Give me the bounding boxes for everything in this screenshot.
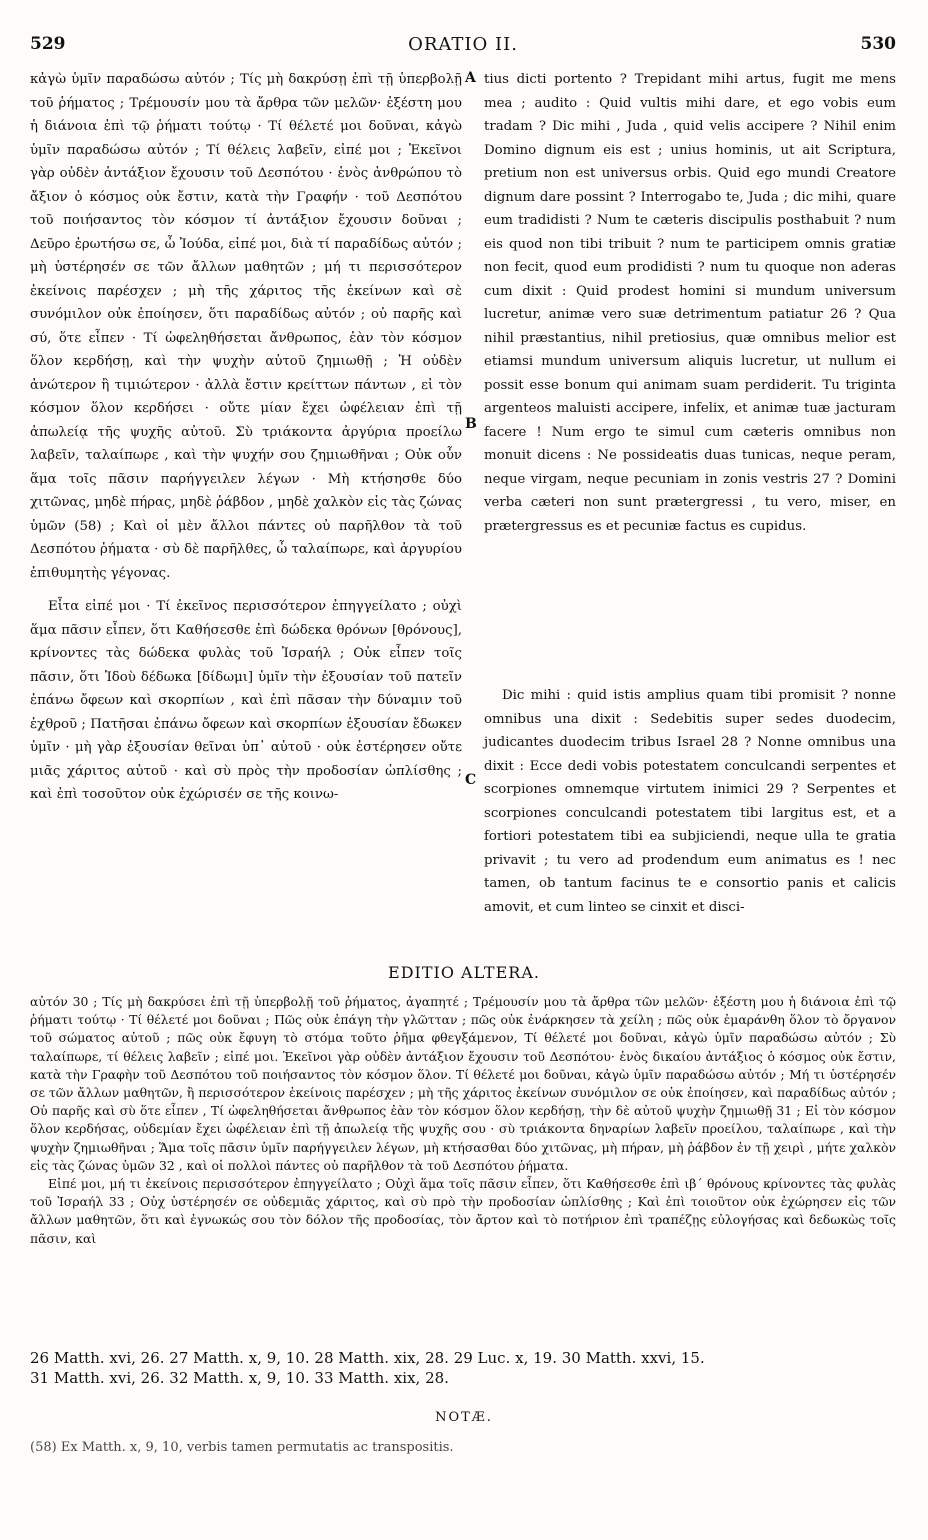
editio-paragraph-2: Εἰπέ μοι, μή τι ἐκείνοις περισσότερον ἐπηγγείλατο ; Οὐχὶ ἅμα τοῖς πᾶσιν εἶπεν, ὅτι Καθήσεσθε ἐπὶ ιβ΄ θρόνους κρίνοντες τὰς φυλὰς τοῦ Ἰσραήλ 33 ; Οὐχ ὑστέρησέν σε οὐδεμιᾶς χάριτος, καὶ σὺ πρὸ τὴν προδοσίαν ὡπλίσθης ; Καὶ ἐπὶ τοιοῦτον οὐκ ἐχώρησεν εἰς τῶν ἄλλων μαθητῶν, ὅτι καὶ ἐγνωκώς σου τὸν δόλον τῆς προδοσίας, τὸν ἄρτον καὶ τὸ ποτήριον ἐπὶ τραπέζῃς εὐλογήσας καὶ δεδωκὼς τοῖς πᾶσιν, καὶ (30, 1176, 896, 1246)
editio-title: EDITIO ALTERA. (388, 963, 540, 982)
greek-column (30, 68, 462, 807)
left-page-number: 529 (30, 34, 66, 54)
notae-text: (58) Ex Matth. x, 9, 10, verbis tamen permutatis ac transpositis. (30, 1440, 454, 1455)
footnote-line-1: 26 Matth. xvi, 26. 27 Matth. x, 9, 10. 28 Matth. xix, 28. 29 Luc. x, 19. 30 Matth. xxvi, 15. (30, 1349, 705, 1367)
running-title: ORATIO II. (408, 34, 518, 55)
latin-paragraph-1: tius dicti portento ? Trepidant mihi artus, fugit me mens mea ; audito : Quid vultis mihi dare, et ego vobis eum tradam ? Dic mihi , Juda , quid velis accipere ? Nihil enim Domino dignum eis est ; unius hominis, ut ait Scriptura, pretium non est universus orbis. Quid ego mundi Creatore dignum dare possint ? Interrogabo te, Juda ; dic mihi, quare eum tradidisti ? Num te cæteris discipulis posthabuit ? num eis quod non tibi tribuit ? num te participem omnis gratiæ non fecit, quod eum prodidisti ? num tu quoque non aderas cum dixit : Quid prodest homini si mundum universum lucretur, animæ vero suæ detrimentum patiatur 26 ? Qua nihil præstantius, nihil pretiosius, quæ omnibus melior est etiamsi mundum universum aliquis lucretur, ut nullum ei possit esse bonum qui animam suam perdiderit. Tu triginta argenteos maluisti accipere, infelix, et animæ tuæ jacturam facere ! Num ergo te simul cum cæteris omnibus non monuit dicens : Ne possideatis duas tunicas, neque peram, neque virgam, neque pecuniam in zonis vestris 27 ? Domini verba cæteri non sunt prætergressi , tu vero, miser, en prætergressus es et pecuniæ factus es cupidus. (484, 72, 896, 534)
margin-letter-a: A (465, 70, 476, 86)
margin-letter-c: C (465, 772, 477, 788)
footnote-line-2: 31 Matth. xvi, 26. 32 Matth. x, 9, 10. 33 Matth. xix, 28. (30, 1369, 449, 1387)
latin-paragraph-2: Dic mihi : quid istis amplius quam tibi promisit ? nonne omnibus una dixit : Sedebitis super sedes duodecim, judicantes duodecim tribus Israel 28 ? Nonne omnibus una dixit : Ecce dedi vobis potestatem conculcandi serpentes et scorpiones omnemque virtutem inimici 29 ? Serpentes et scorpiones conculcandi potestatem tibi largitus est, et a fortiori potestatem tibi ea subjiciendi, neque ulla te gratia privavit ; tu vero ad prodendum eum animatus es ! nec tamen, ob tantum facinus te e consortio panis et calicis amovit, et cum linteo se cinxit et disci- (484, 688, 896, 915)
margin-letter-b: B (465, 416, 477, 432)
page-header (30, 34, 896, 60)
right-page-number: 530 (860, 34, 896, 54)
latin-column-2 (484, 684, 896, 919)
latin-column (484, 68, 896, 538)
notae-title: NOTÆ. (435, 1410, 493, 1425)
editio-paragraph-1: αὐτόν 30 ; Τίς μὴ δακρύσει ἐπὶ τῇ ὑπερβολῇ τοῦ ῥήματος, ἀγαπητέ ; Τρέμουσίν μου τὰ ἄρθρα τῶν μελῶν· ἐξέστη μου ἡ διάνοια ἐπὶ τῷ ῥήματι τούτῳ · Τί θέλετέ μοι δοῦναι ; Πῶς οὐκ ἐπάγη τὴν γλῶτταν ; πῶς οὐκ ἐνάρκησεν τὰ χείλη ; πῶς οὐκ ἐμαράνθη ὅλον τὸ ὄργανον τοῦ σώματος αὐτοῦ ; πῶς οὐκ ἔφυγη τὸ στόμα τοῦτο ῥῆμα φθεγξάμενον, Τί θέλετέ μοι δοῦναι, κἀγὼ ὑμῖν παραδώσω αὐτόν ; Σὺ ταλαίπωρε, τί θέλεις λαβεῖν ; εἰπέ μοι. Ἐκεῖνοι γὰρ οὐδὲν ἀντάξιον ἔχουσιν τοῦ Δεσπότου· ἑνὸς δικαίου ἀντάξιος ὁ κόσμος οὐκ ἔστιν, κατὰ τὴν Γραφὴν τοῦ Δεσπότου τοῦ ποιήσαντος τὸν κόσμον ὅλον. Τί θέλετέ μοι δοῦναι, κἀγὼ ὑμῖν παραδώσω αὐτόν ; Μή τι ὑστέρησέν σε τῶν ἄλλων μαθητῶν, ἢ περισσότερον ἐκείνοις παρέσχεν ; μὴ τῆς χάριτος ἐκείνων συνόμιλον σε οὐκ ἐποίησεν, καὶ παραδίδως αὐτόν ; Οὐ παρῆς καὶ σὺ ὅτε εἶπεν , Τί ὠφεληθήσεται ἄνθρωπος ἐὰν τὸν κόσμον ὅλον κερδήσῃ, τὴν δὲ αὐτοῦ ψυχὴν ζημιωθῇ 31 ; Εἰ τὸν κόσμον ὅλον κερδήσας, οὐδεμίαν ἔχει ὠφέλειαν ἐπὶ τῇ ἀπωλείᾳ τῆς ψυχῆς σου · σὺ τριάκοντα δηναρίων λαβεῖν προείλου, ταλαίπωρε , καὶ τὴν ψυχὴν ζημιωθῆναι ; Ἅμα τοῖς πᾶσιν ὑμῖν παρήγγειλεν λέγων, μὴ κτήσασθαι δύο χιτῶνας, μὴ πήραν, μὴ ῥάβδον ἐν τῇ χειρὶ , μήτε χαλκὸν εἰς τὰς ζώνας ὑμῶν 32 , καὶ οἱ πολλοὶ πάντες οὐ παρῆλθον τὰ τοῦ Δεσπότου ῥήματα. (30, 994, 896, 1173)
greek-paragraph-2: Εἶτα εἰπέ μοι · Τί ἐκεῖνος περισσότερον ἐπηγγείλατο ; οὐχὶ ἅμα πᾶσιν εἶπεν, ὅτι Καθήσεσθε ἐπὶ δώδεκα θρόνων [θρόνους], κρίνοντες τὰς δώδεκα φυλὰς τοῦ Ἰσραήλ ; Οὐκ εἶπεν τοῖς πᾶσιν, ὅτι Ἰδοὺ δέδωκα [δίδωμι] ὑμῖν τὴν ἐξουσίαν τοῦ πατεῖν ἐπάνω ὄφεων καὶ σκορπίων , καὶ ἐπὶ πᾶσαν τὴν δύναμιν τοῦ ἐχθροῦ ; Πατῆσαι ἐπάνω ὄφεων καὶ σκορπίων ἐξουσίαν ἔδωκεν ὑμῖν · μὴ γὰρ ἐξουσίαν θεῖναι ὑπ᾽ αὐτοῦ · οὐκ ἐστέρησεν οὔτε μιᾶς χάριτος αὐτοῦ · καὶ σὺ πρὸς τὴν προδοσίαν ὡπλίσθης ; καὶ ἐπὶ τοσοῦτον οὐκ ἐχώρισέν σε τῆς κοινω- (30, 599, 462, 802)
editio-text (30, 993, 896, 1248)
greek-paragraph-1: κἀγὼ ὑμῖν παραδώσω αὐτόν ; Τίς μὴ δακρύσῃ ἐπὶ τῇ ὑπερβολῇ τοῦ ῥήματος ; Τρέμουσίν μου τὰ ἄρθρα τῶν μελῶν· ἐξέστη μου ἡ διάνοια ἐπὶ τῷ ῥήματι τούτῳ · Τί θέλετέ μοι δοῦναι, κἀγὼ ὑμῖν παραδώσω αὐτόν ; Τί θέλεις λαβεῖν, εἰπέ μοι ; Ἐκεῖνοι γὰρ οὐδὲν ἀντάξιον ἔχουσιν τοῦ Δεσπότου · ἑνὸς ἀνθρώπου τὸ ἄξιον ὁ κόσμος οὐκ ἔστιν, κατὰ τὴν Γραφήν · τοῦ Δεσπότου τοῦ ποιήσαντος τὸν κόσμον τί ἀντάξιον ἔχουσιν δοῦναι ; Δεῦρο ἐρωτήσω σε, ὦ Ἰούδα, εἰπέ μοι, διὰ τί παραδίδως αὐτόν ; μὴ ὑστέρησέν σε τῶν ἄλλων μαθητῶν ; μή τι περισσότερον ἐκείνοις παρέσχεν ; μὴ τῆς χάριτος τῆς ἐκείνων καὶ σὲ συνόμιλον οὐκ ἐποίησεν, ὅτι παραδίδως αὐτόν ; οὐ παρῆς καὶ σύ, ὅτε εἶπεν · Τί ὠφεληθήσεται ἄνθρωπος, ἐὰν τὸν κόσμον ὅλον κερδήσῃ, καὶ τὴν ψυχὴν αὐτοῦ ζημιωθῇ ; Ἡ οὐδὲν ἀνώτερον ἢ τιμιώτερον · ἀλλὰ ἔστιν κρείττων πάντων , εἰ τὸν κόσμον ὅλον κερδήσει · οὔτε μίαν ἔχει ὠφέλειαν ἐπὶ τῇ ἀπωλείᾳ τῆς ψυχῆς αὐτοῦ. Σὺ τριάκοντα ἀργύρια προείλω λαβεῖν, ταλαίπωρε , καὶ τὴν ψυχήν σου ζημιωθῆναι ; Οὐκ οὖν ἅμα τοῖς πᾶσιν παρήγγειλεν λέγων · Μὴ κτήσησθε δύο χιτῶνας, μηδὲ πήρας, μηδὲ ῥάβδον , μηδὲ χαλκὸν εἰς τὰς ζώνας ὑμῶν (58) ; Καὶ οἱ μὲν ἄλλοι πάντες οὐ παρῆλθον τὰ τοῦ Δεσπότου ῥήματα · σὺ δὲ παρῆλθες, ὦ ταλαίπωρε, καὶ ἀργυρίου ἐπιθυμητὴς γέγονας. (30, 72, 462, 581)
